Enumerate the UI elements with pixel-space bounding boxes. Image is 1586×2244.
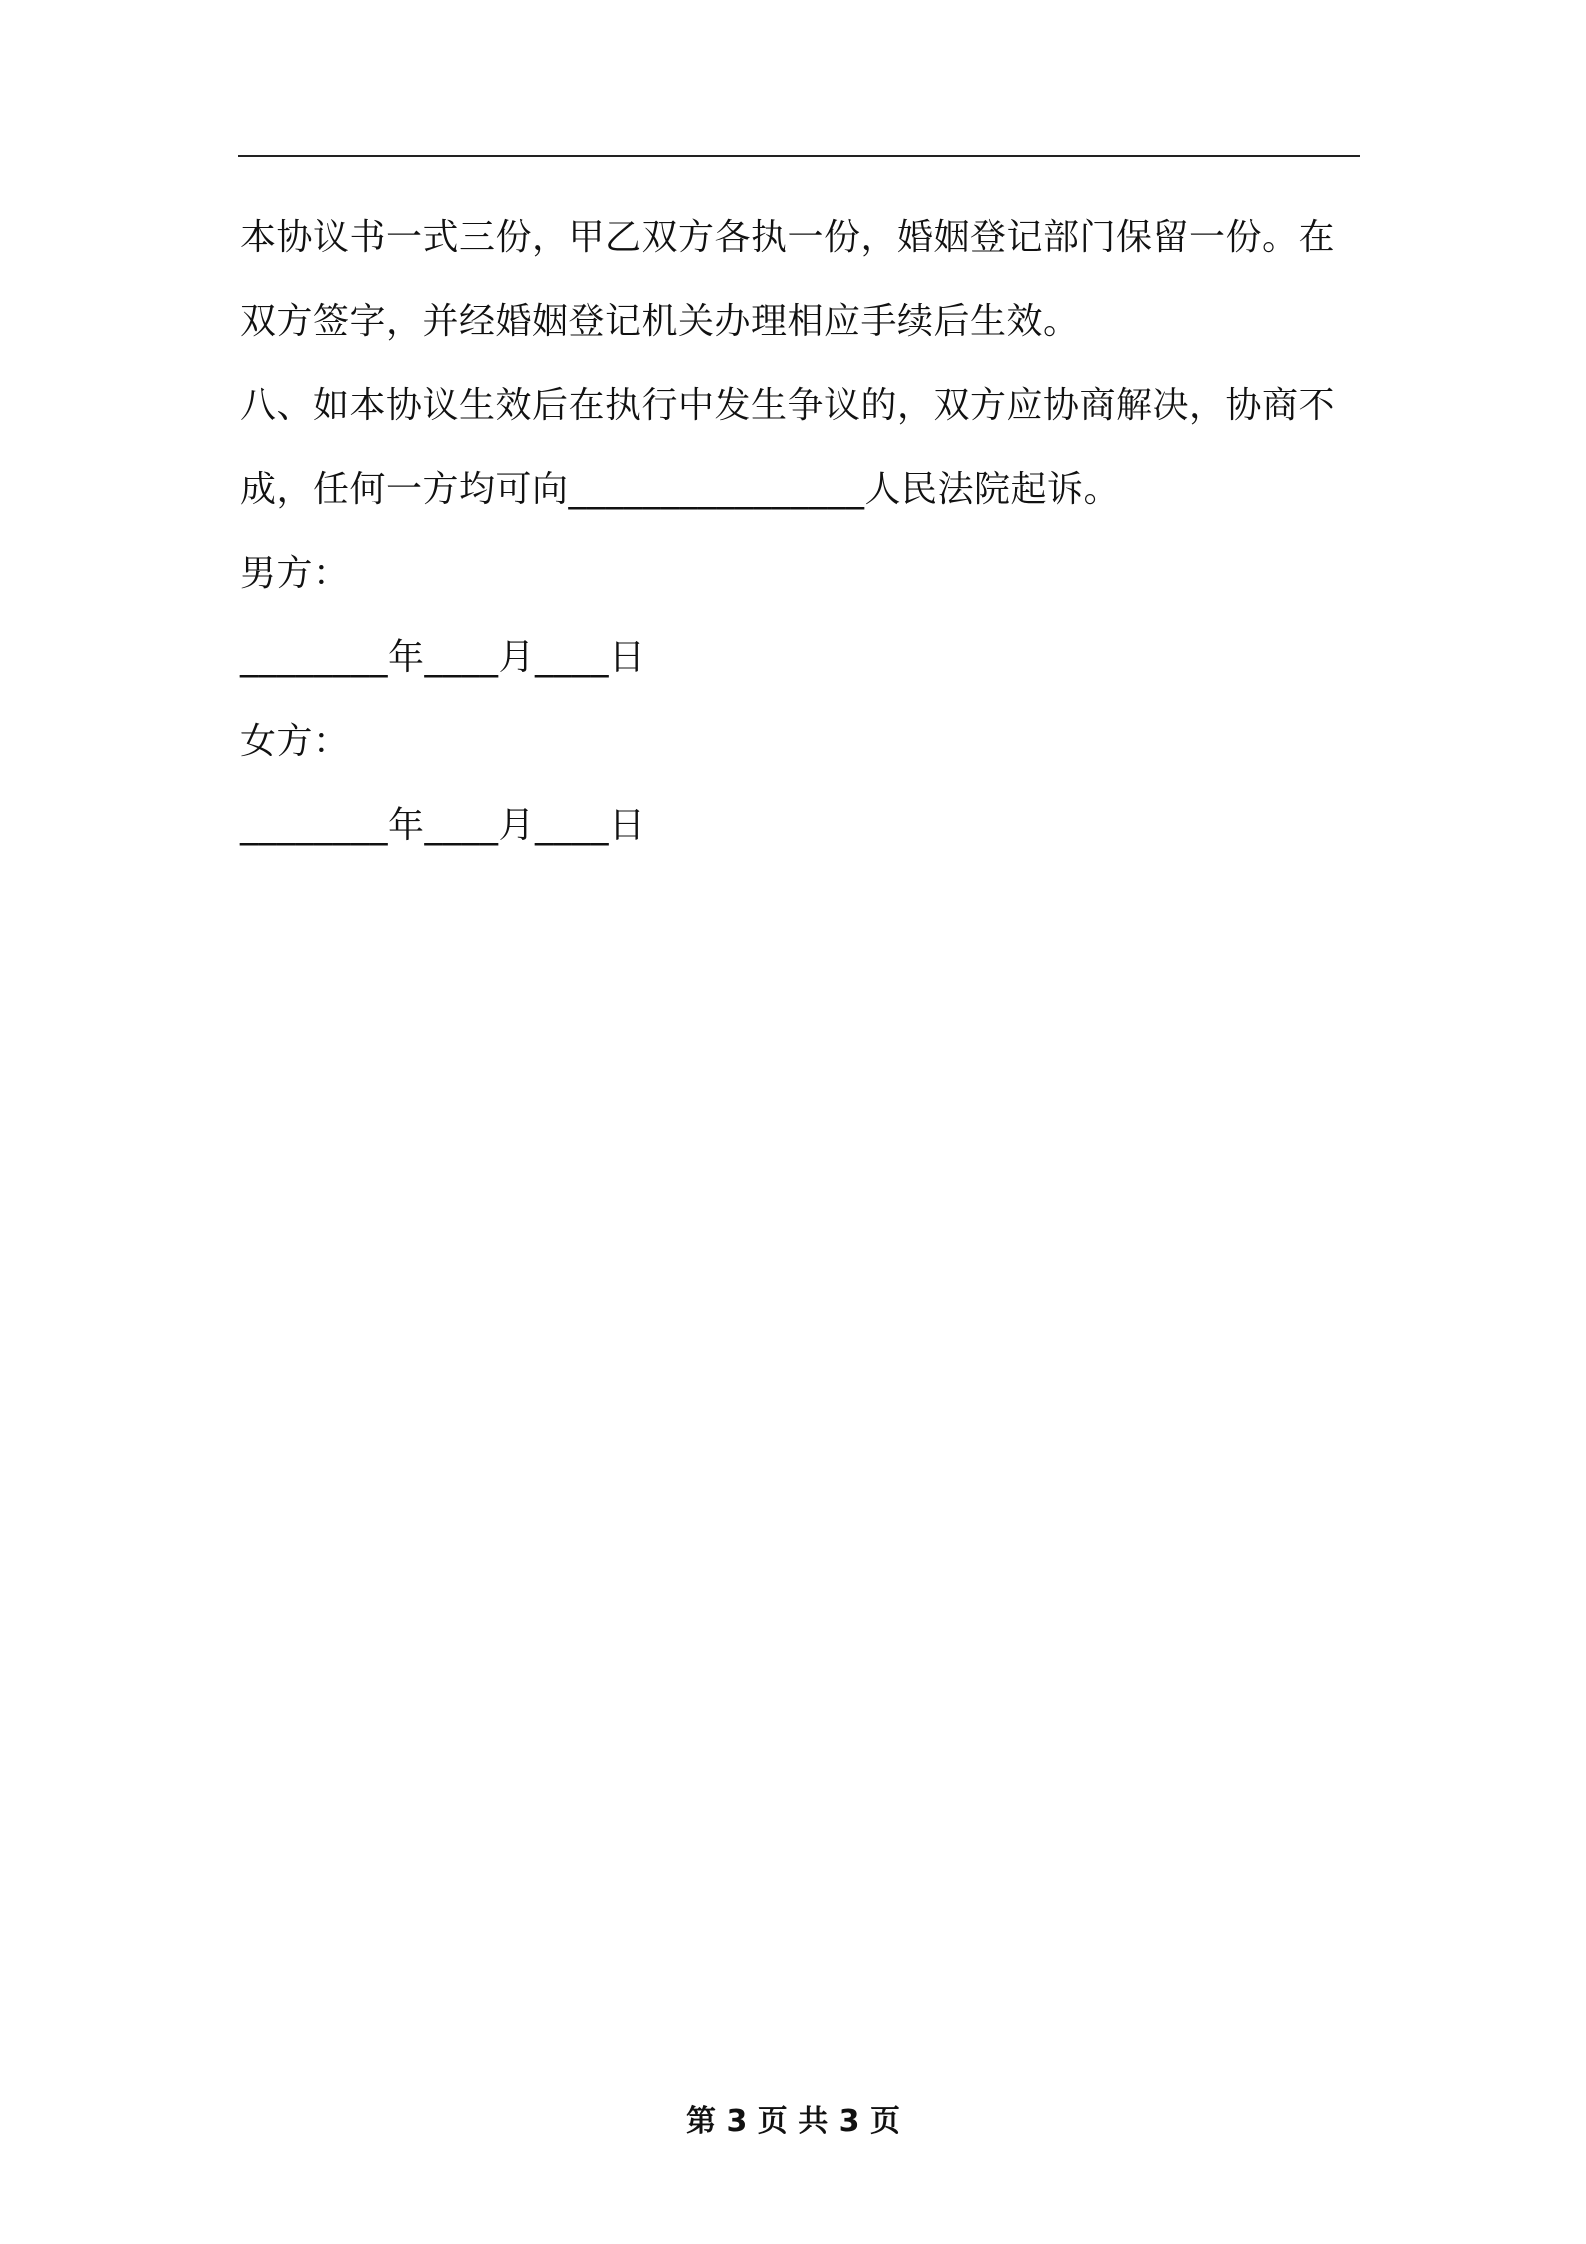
male-party-date: ________年____月____日 [240,637,646,678]
clause-copies-line-2: 双方签字，并经婚姻登记机关办理相应手续后生效。 [240,301,1080,342]
female-party-date: ________年____月____日 [240,805,646,846]
clause-eight-line-1: 八、如本协议生效后在执行中发生争议的，双方应协商解决，协商不 [240,385,1336,426]
male-party-label: 男方： [240,553,350,594]
page-number-footer: 第 3 页 共 3 页 [686,2104,900,2139]
header-rule [238,155,1360,157]
clause-eight-line-2: 成，任何一方均可向________________人民法院起诉。 [240,469,1121,510]
clause-copies-line-1: 本协议书一式三份，甲乙双方各执一份，婚姻登记部门保留一份。在 [240,217,1336,258]
document-body [240,196,1360,868]
female-party-label: 女方： [240,721,350,762]
